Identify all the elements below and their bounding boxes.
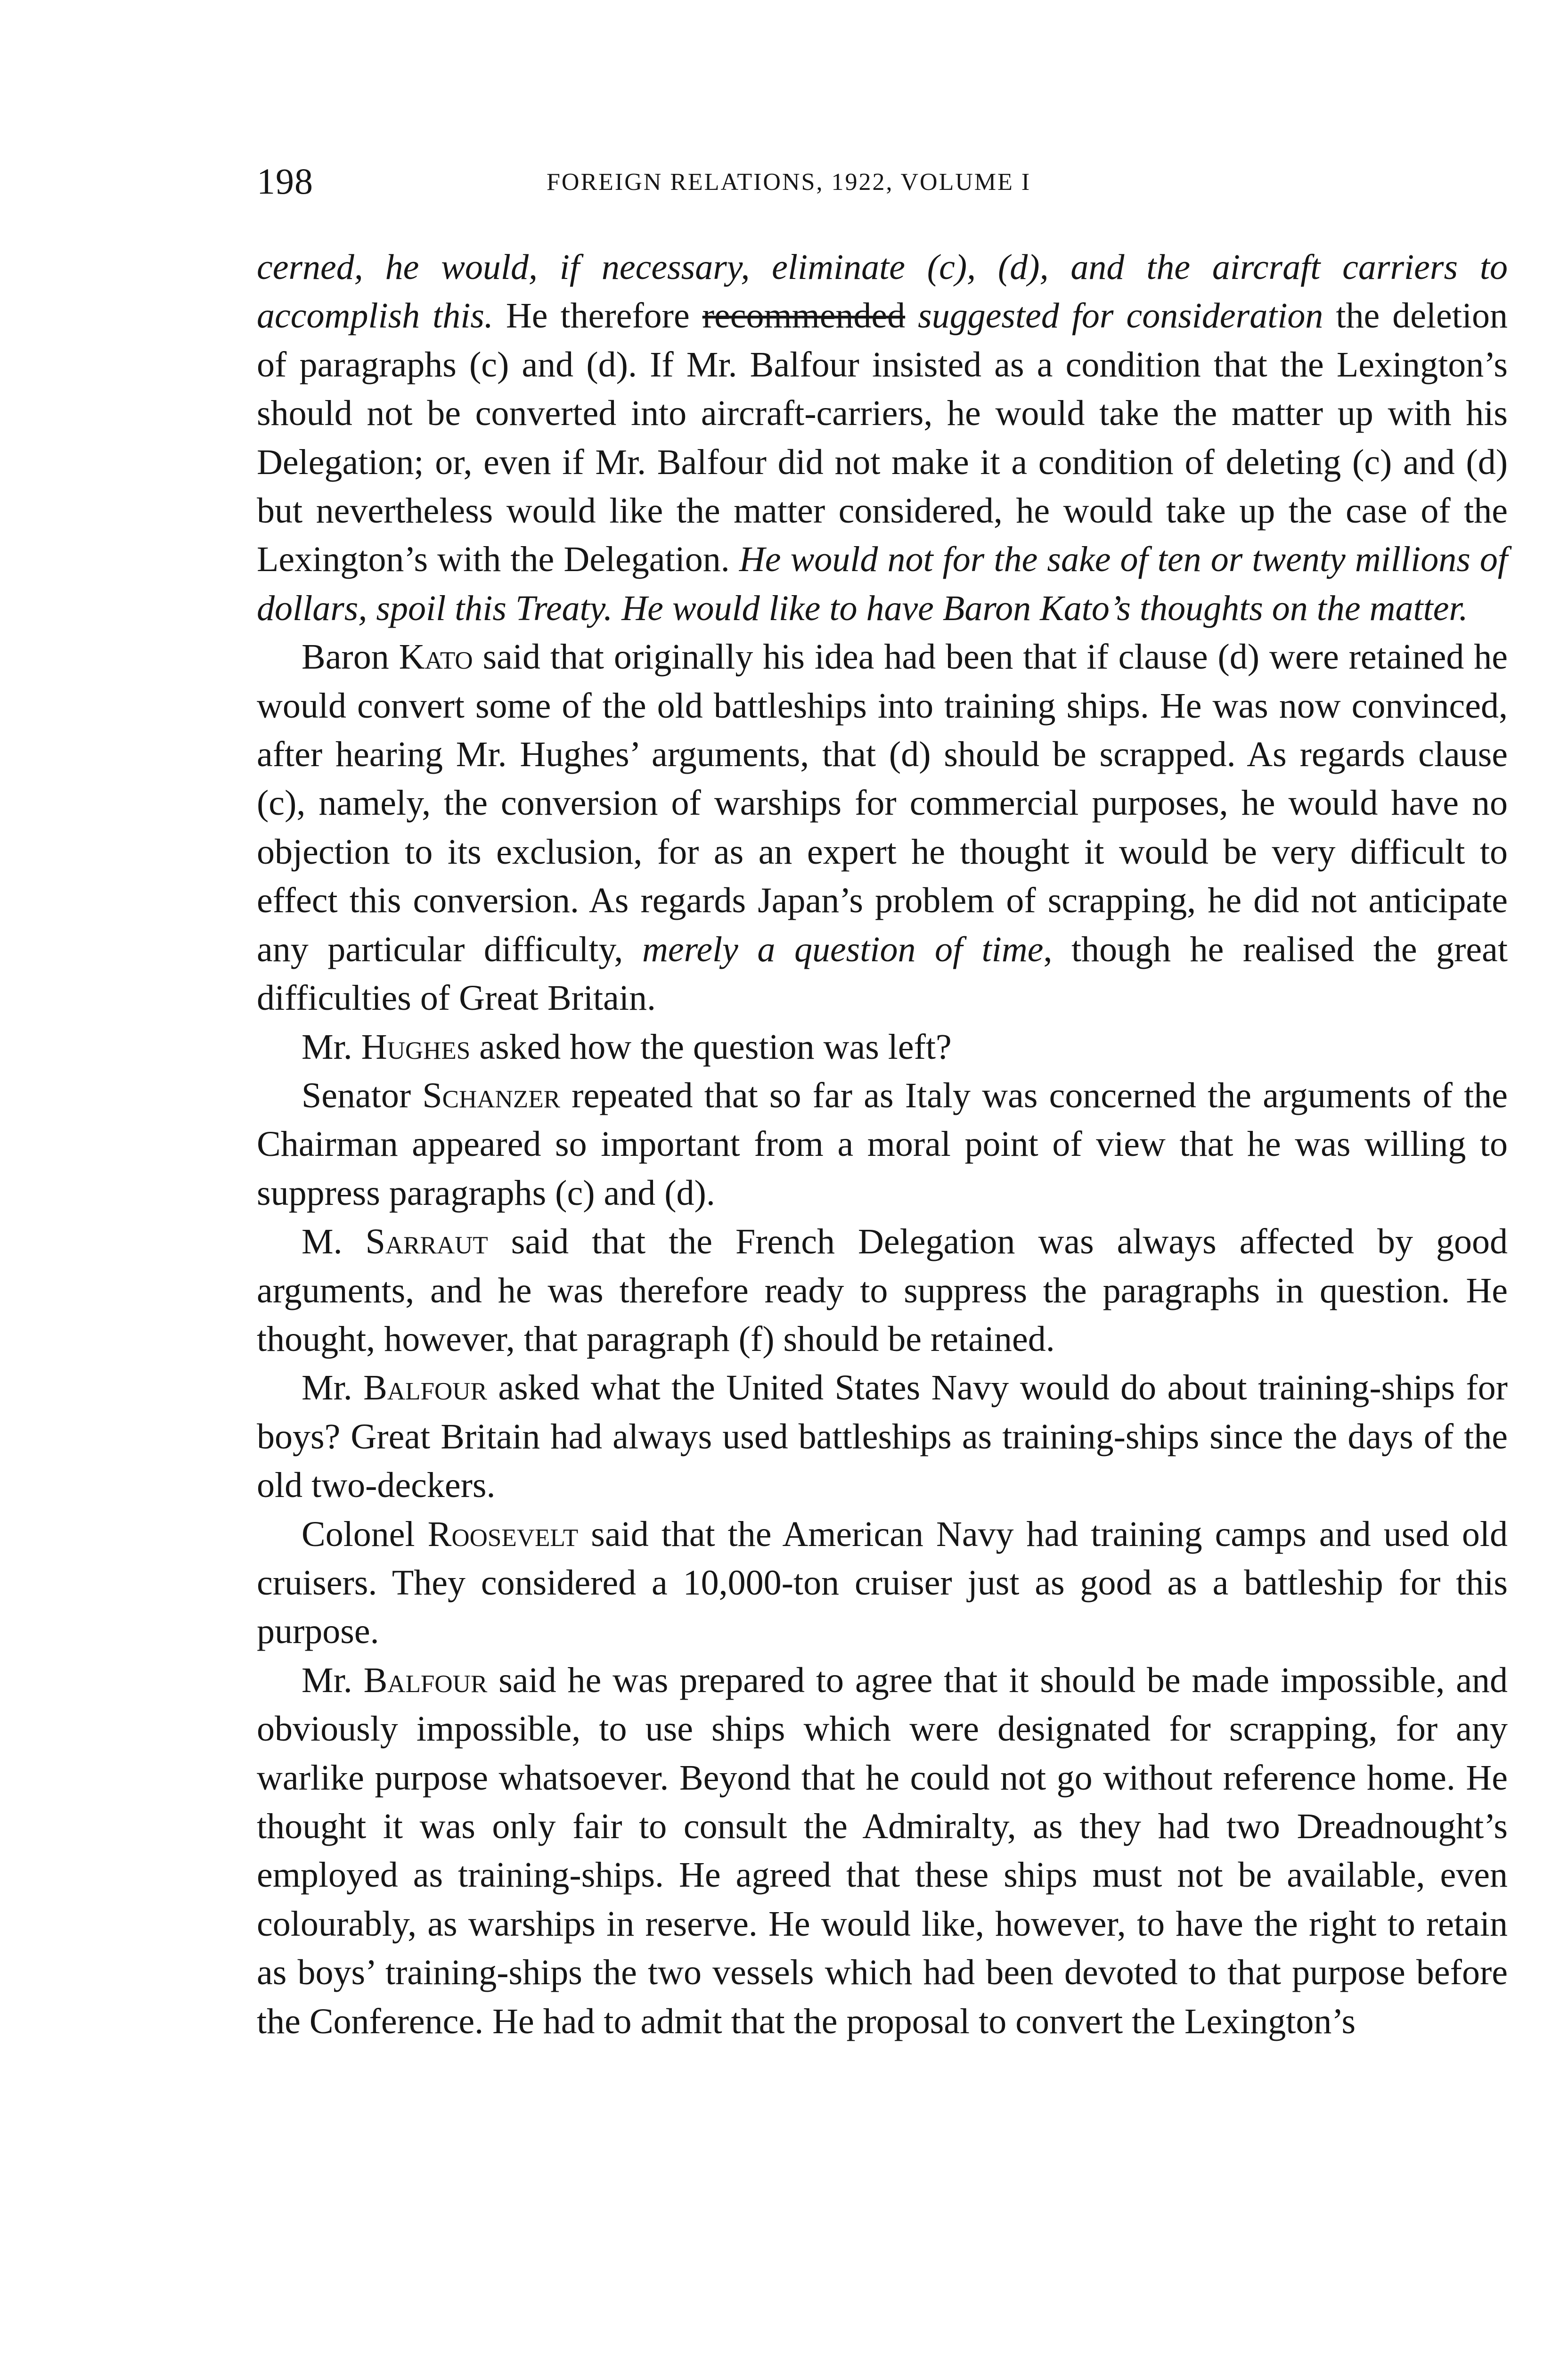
paragraph-text xyxy=(905,296,918,335)
paragraph-text: said that the French Delegation was always affected by good arguments, and he was therefore ready to suppress the paragraphs in question. He thought, however, that paragraph (f) should be retained. xyxy=(257,1222,1508,1359)
speaker-name: Hughes xyxy=(361,1027,471,1067)
paragraph-sarraut xyxy=(257,1218,1508,1364)
paragraph-hughes xyxy=(257,1023,1508,1072)
speaker-title: Colonel xyxy=(302,1514,428,1554)
running-head: FOREIGN RELATIONS, 1922, VOLUME I xyxy=(547,169,1031,196)
paragraph-text: repeated that so far as Italy was concerned the arguments of the Chairman appeared so important from a moral point of view that he was willing to suppress paragraphs (c) and (d). xyxy=(257,1075,1508,1213)
italic-passage: cerned, he would, if necessary, eliminate (c), (d), and the aircraft carriers to accomplish this. xyxy=(257,247,1508,336)
paragraph-text: the deletion of paragraphs (c) and (d). If Mr. Balfour insisted as a condition that the Lexington’s should not be converted into aircraft-carriers, he would take the matter up with his Delegation; or, even if Mr. Balfour did not make it a condition of deleting (c) and (d) but nevertheless would like the matter considered, he would take up the case of the Lexington’s with the Delegation. xyxy=(257,296,1508,580)
speaker-title: Senator xyxy=(302,1075,423,1115)
italic-passage: He would not for the sake of ten or twenty millions of dollars, spoil this Treaty. He would like to have Baron Kato’s thoughts on the matter. xyxy=(257,540,1508,628)
paragraph-text: , though he realised the great difficulties of Great Britain. xyxy=(257,929,1508,1018)
paragraph-text: said he was prepared to agree that it should be made impossible, and obviously impossible, to use ships which were designated for scrapping, for any warlike purpose whatsoever. Beyond that he could not go without reference home. He thought it was only fair to consult the Admiralty, as they had two Dreadnought’s employed as training-ships. He agreed that these ships must not be available, even colourably, as warships in reserve. He would like, however, to have the right to retain as boys’ training-ships the two vessels which had been devoted to that purpose before the Conference. He had to admit that the proposal to convert the Lexington’s xyxy=(257,1660,1508,2041)
speaker-title: Mr. xyxy=(302,1660,364,1700)
speaker-name: Schanzer xyxy=(422,1075,560,1115)
paragraph-text: asked what the United States Navy would do about training-ships for boys? Great Britain had always used battleships as training-ships since the days of the old two-deckers. xyxy=(257,1368,1508,1505)
speaker-title: Mr. xyxy=(302,1368,364,1408)
paragraph-balfour xyxy=(257,1364,1508,1510)
paragraph-balfour-2 xyxy=(257,1656,1508,2046)
speaker-name: Balfour xyxy=(363,1368,487,1408)
document-body xyxy=(257,243,1508,2046)
speaker-title: Baron xyxy=(302,637,399,677)
paragraph-roosevelt xyxy=(257,1510,1508,1656)
paragraph-text: said that the American Navy had training camps and used old cruisers. They considered a 10,000-ton cruiser just as good as a battleship for this purpose. xyxy=(257,1514,1508,1652)
italic-passage: merely a question of time xyxy=(642,929,1044,969)
speaker-name: Roosevelt xyxy=(427,1514,579,1554)
speaker-name: Kato xyxy=(399,637,473,677)
speaker-name: Balfour xyxy=(363,1660,488,1700)
page-header xyxy=(257,160,1312,203)
speaker-title: M. xyxy=(302,1222,366,1262)
paragraph-text: said that originally his idea had been that if clause (d) were retained he would convert some of the old battleships into training ships. He was now convinced, after hearing Mr. Hughes’ arguments, that (d) should be scrapped. As regards clause (c), namely, the conversion of warships for commercial purposes, he would have no objection to its exclusion, for as an expert he thought it would be very difficult to effect this conversion. As regards Japan’s problem of scrapping, he did not anticipate any particular difficulty, xyxy=(257,637,1508,969)
paragraph-text: asked how the question was left? xyxy=(470,1027,952,1067)
italic-insertion: suggested for consideration xyxy=(918,296,1323,336)
paragraph-text: He therefore xyxy=(493,296,702,336)
struck-out-word: recommended xyxy=(702,296,906,336)
paragraph-schanzer xyxy=(257,1072,1508,1218)
speaker-name: Sarraut xyxy=(365,1222,488,1262)
paragraph-continued xyxy=(257,243,1508,633)
speaker-title: Mr. xyxy=(302,1027,361,1067)
page-number: 198 xyxy=(257,161,313,202)
paragraph-kato xyxy=(257,633,1508,1023)
